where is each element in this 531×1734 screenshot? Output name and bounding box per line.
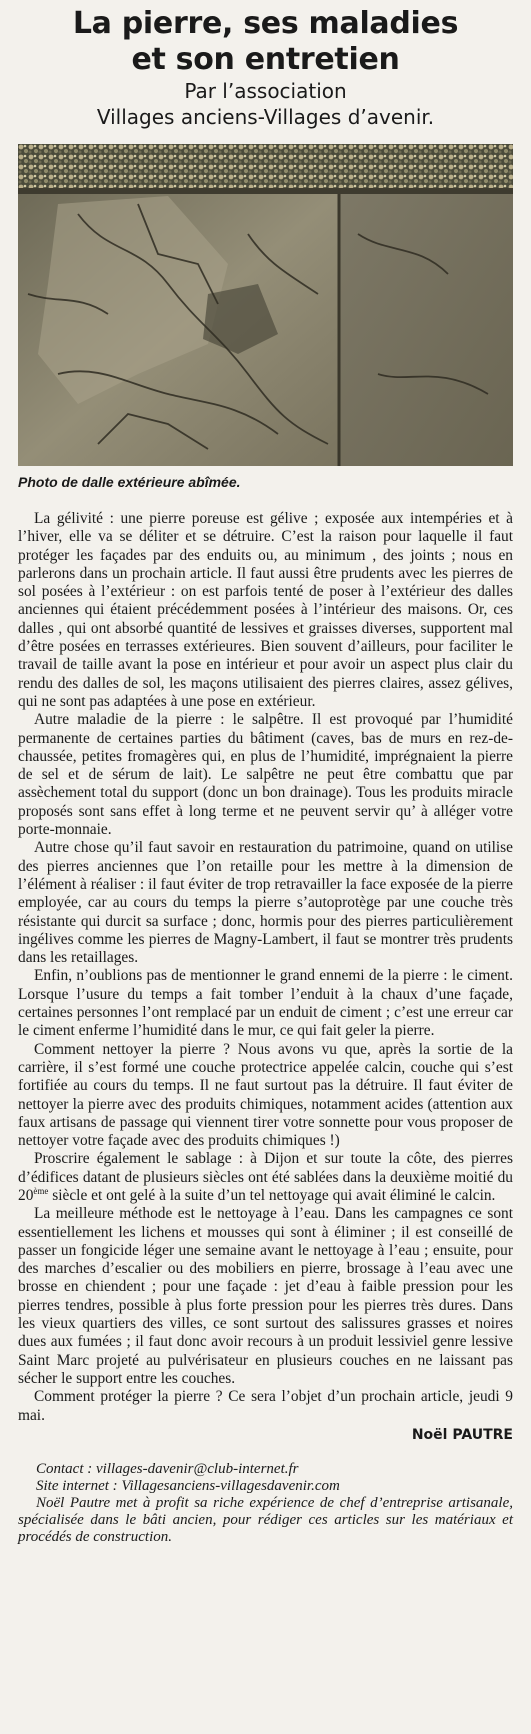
article-body [18, 510, 513, 1425]
photo-caption: Photo de dalle extérieure abîmée. [18, 474, 241, 490]
paragraph-nettoyer: Comment nettoyer la pierre ? Nous avons vu que, après la sortie de la carrière, il s’est formé une couche protectrice appelée calcin, couche qui s’est fortifiée au cours du temps. Il ne faut surtout pas la détruire. Il faut éviter de nettoyer la pierre avec des produits chimiques, notamment acides (attention aux faux artisans de passage qui viennent tirer votre sonnette pour vous proposer de nettoyer votre façade avec des produits chimiques !) [18, 1040, 513, 1150]
title-line-1: La pierre, ses maladies [72, 6, 459, 41]
author-note: Noël Pautre met à profit sa riche expérience de chef d’entreprise artisanale, spécialisée dans le bâti ancien, pour rédiger ces articles sur les matériaux et procédés de construction. [18, 1494, 513, 1545]
paragraph-proteger: Comment protéger la pierre ? Ce sera l’objet d’un prochain article, jeudi 9 mai. [18, 1388, 513, 1424]
article-byline [18, 78, 513, 130]
stone-slab-illustration [18, 144, 513, 466]
sablage-superscript: ème [33, 1185, 49, 1196]
gravel-strip [18, 144, 513, 192]
contact-block [18, 1461, 513, 1546]
paragraph-salpetre: Autre maladie de la pierre : le salpêtre. Il est provoqué par l’humidité permanente de certaines parties du bâtiment (caves, bas de murs en rez-de-chaussée, petites fromagères qui, en plus de l’humidité, imprégnaient la pierre de sel et de sérum de lait). Le salpêtre ne peut être combattu que par assèchement total du support (donc un bon drainage). Tous les produits miracle proposés sont sans effet à long terme et ne peuvent servir qu’ à alléger votre porte-monnaie. [18, 711, 513, 839]
paragraph-ciment: Enfin, n’oublions pas de mentionner le grand ennemi de la pierre : le ciment. Lorsque l’usure du temps a fait tomber l’enduit à la chaux d’une façade, certaines personnes l’ont remplacé par un enduit de ciment ; c’est une erreur car le ciment enferme l’humidité dans le mur, ce qui fait geler la pierre. [18, 967, 513, 1040]
sablage-text-after: siècle et ont gelé à la suite d’un tel nettoyage qui avait éliminé le calcin. [48, 1186, 496, 1204]
byline-line-1: Par l’association [184, 79, 347, 103]
paragraph-methode: La meilleure méthode est le nettoyage à l’eau. Dans les campagnes ce sont essentiellement les lichens et mousses qui sont à éliminer ; il est conseillé de passer un fongicide léger une semaine avant le nettoyage à l’eau ; ensuite, pour des marches d’escalier ou des mobiliers en pierre, brossage à l’eau avec une brosse en chiendent ; pour une façade : jet d’eau à faible pression pour les pierres tendres, possible à plus forte pression pour les pierres très dures. Dans les vieux quartiers des villes, ce sont surtout des salissures grasses et noires dues aux fumées ; il faut donc avoir recours à un produit lessiviel genre lessive Saint Marc projeté au pulvérisateur en plusieurs couches en ne laissant pas sécher le support entre les couches. [18, 1205, 513, 1387]
newspaper-article [0, 6, 531, 1734]
byline-line-2: Villages anciens-Villages d’avenir. [96, 105, 435, 129]
damaged-stone-slab-photo [18, 144, 513, 466]
article-title [18, 6, 513, 78]
sablage-text-before: Proscrire également le sablage : à Dijon et sur toute la côte, des pierres d’édifices datant de plusieurs siècles ont été sablées dans la deuxième moitié du 20 [18, 1150, 513, 1204]
paragraph-sablage [18, 1150, 513, 1205]
stone-slab-right [340, 194, 513, 466]
website-line: Site internet : Villagesanciens-villagesdavenir.com [36, 1477, 340, 1494]
paragraph-gelivite: La gélivité : une pierre poreuse est gélive ; exposée aux intempéries et à l’hiver, elle va se déliter et se détruire. C’est la raison pour laquelle il faut protéger les façades par des enduits ou, au minimum , des joints ; nous en parlerons dans un prochain article. Il faut aussi être prudents avec les pierres de sol posées à l’extérieur : on est parfois tenté de poser à l’extérieur des dalles anciennes qui étaient précédemment posées à l’intérieur des maisons. Or, ces dalles , qui ont absorbé quantité de lessives et graisses diverses, supportent mal d’être posées en terrasses extérieures. Bien souvent d’ailleurs, pour faciliter le travail de taille avant la pose en intérieur et pour avoir un aspect plus clair du rendu des dalles de sol, les maçons utilisaient des pierres claires, assez gélives, qui ne sont pas adaptées à une pose en extérieur. [18, 510, 513, 710]
contact-email-line: Contact : villages-davenir@club-internet.fr [36, 1460, 299, 1477]
paragraph-restauration: Autre chose qu’il faut savoir en restauration du patrimoine, quand on utilise des pierres anciennes que l’on retaille pour les mettre à la dimension de l’élément à réaliser : il faut éviter de trop retravailler la face exposée de la pierre employée, car au cours du temps la pierre s’autoprotège par une couche très résistante qui durcit sa surface ; donc, hormis pour des pierres particulièrement ingélives comme les pierres de Magny-Lambert, il faut se montrer très prudents dans les retaillages. [18, 839, 513, 967]
title-line-2: et son entretien [131, 42, 400, 77]
author-signature: Noël PAUTRE [411, 1426, 513, 1443]
